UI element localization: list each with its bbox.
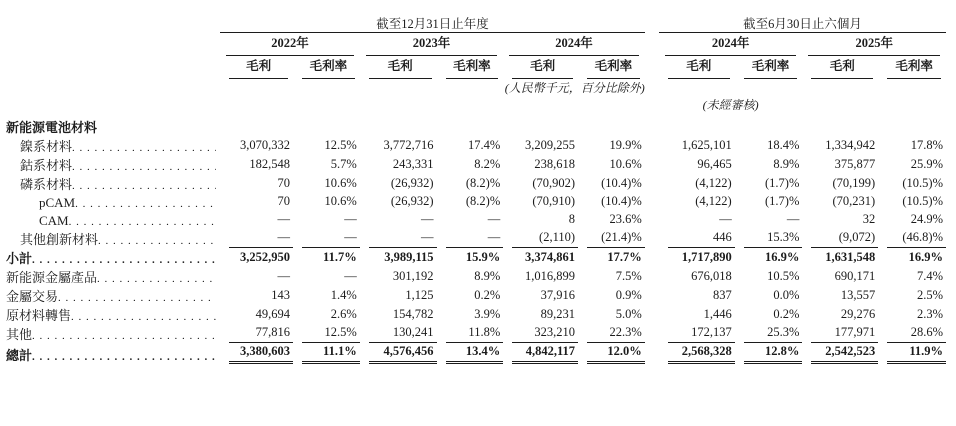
cell-value: 301,192 (392, 269, 434, 283)
row-label: 原材料轉售 (6, 308, 72, 323)
cell-value: 1,125 (405, 288, 434, 302)
cell-value: — (344, 212, 357, 226)
section-gap (645, 267, 659, 286)
section-gap (645, 305, 659, 324)
cell-value: 3,070,332 (240, 138, 291, 152)
dot-leader (75, 195, 216, 211)
cell-value: 676,018 (691, 269, 732, 283)
row-label: 小計 (6, 251, 33, 266)
cell-value: 7.5% (615, 269, 642, 283)
dot-leader (98, 232, 216, 248)
cell-value: 2.3% (916, 307, 943, 321)
dot-leader (32, 327, 216, 343)
cell-value: 7.4% (916, 269, 943, 283)
cell-value: (10.5)% (902, 194, 943, 208)
year-2024: 2024年 (509, 33, 639, 56)
units-note: (人民幣千元，百分比除外) (504, 81, 645, 95)
row-label-cell (6, 267, 220, 286)
section-gap (645, 211, 659, 229)
cell-value: 15.9% (465, 250, 501, 264)
section-gap (645, 229, 659, 248)
table-row (6, 286, 946, 305)
cell-value: (70,199) (832, 176, 876, 190)
unaudited-note-row (6, 96, 946, 113)
cell-value: 77,816 (229, 324, 293, 343)
cell-value (446, 119, 504, 136)
cell-value: 5.0% (615, 307, 642, 321)
cell-value: 12.5% (302, 324, 360, 343)
section-gap (645, 324, 659, 343)
cell-value: 70 (277, 176, 291, 190)
table-body (6, 117, 946, 364)
cell-value: 3.9% (474, 307, 501, 321)
cell-value: 143 (271, 288, 291, 302)
col-gross-profit: 毛利 (369, 56, 432, 79)
cell-value: 11.8% (446, 324, 504, 343)
cell-value: 8 (568, 212, 576, 226)
cell-value: 13,557 (840, 288, 876, 302)
dot-leader (71, 308, 216, 324)
cell-value (369, 119, 437, 136)
col-gross-profit: 毛利 (512, 56, 573, 79)
label-column-head (6, 14, 220, 33)
year-2025-interim: 2025年 (808, 33, 940, 56)
cell-value: (70,910) (532, 194, 576, 208)
cell-value: 2.6% (330, 307, 357, 321)
row-label: 其他創新材料 (20, 232, 99, 247)
row-label: CAM (39, 213, 69, 228)
cell-value: 8.9% (773, 157, 800, 171)
table-row (6, 155, 946, 174)
col-gross-margin: 毛利率 (887, 56, 941, 79)
cell-value: 11.9% (887, 343, 946, 364)
cell-value: 0.9% (615, 288, 642, 302)
col-gross-margin: 毛利率 (302, 56, 355, 79)
cell-value: 12.5% (324, 138, 357, 152)
cell-value: (8.2)% (465, 176, 501, 190)
row-label: pCAM (39, 195, 76, 210)
cell-value: 25.9% (910, 157, 943, 171)
row-label-cell (6, 229, 220, 248)
cell-value: 182,548 (249, 157, 291, 171)
cell-value: 1,625,101 (681, 138, 732, 152)
cell-value: 11.1% (302, 343, 360, 364)
cell-value: — (277, 269, 291, 283)
row-label: 總計 (6, 348, 33, 363)
cell-value: 10.6% (324, 194, 357, 208)
dot-leader (72, 177, 216, 193)
section-gap (645, 56, 659, 79)
cell-value: 12.8% (744, 343, 803, 364)
dot-leader (32, 251, 216, 267)
row-label-cell (6, 136, 220, 155)
cell-value: 16.9% (765, 250, 800, 264)
cell-value (887, 119, 946, 136)
row-label: 鎳系材料 (20, 139, 73, 154)
cell-value: (4,122) (695, 194, 732, 208)
cell-value: (1.7)% (765, 194, 800, 208)
cell-value: — (344, 269, 357, 283)
cell-value: 89,231 (540, 307, 576, 321)
table-row (6, 267, 946, 286)
cell-value: 238,618 (534, 157, 576, 171)
cell-value: — (719, 212, 732, 226)
table-row (6, 211, 946, 229)
row-label-cell (6, 286, 220, 305)
cell-value: 446 (668, 229, 735, 248)
cell-value: 8.9% (474, 269, 501, 283)
row-label-cell (6, 155, 220, 174)
cell-value: — (277, 212, 291, 226)
table-row (6, 193, 946, 211)
cell-value: 3,772,716 (383, 138, 434, 152)
cell-value (512, 119, 578, 136)
cell-value: 17.4% (467, 138, 501, 152)
dot-leader (32, 348, 216, 364)
cell-value: 243,331 (392, 157, 434, 171)
cell-value: 172,137 (668, 324, 735, 343)
section-gap (645, 136, 659, 155)
cell-value: 1,016,899 (525, 269, 576, 283)
cell-value: 323,210 (512, 324, 578, 343)
cell-value (811, 119, 878, 136)
row-label: 新能源電池材料 (6, 120, 98, 135)
year-row (6, 33, 946, 57)
cell-value: 18.4% (767, 138, 800, 152)
table-header (6, 14, 946, 117)
row-label: 磷系材料 (20, 177, 73, 192)
table-row (6, 117, 946, 136)
row-label-cell (6, 345, 220, 364)
year-2023: 2023年 (366, 33, 498, 56)
cell-value: 10.6% (324, 176, 357, 190)
cell-value: (21.4)% (587, 229, 645, 248)
period-spanner-row (6, 14, 946, 33)
cell-value: (10.4)% (601, 176, 642, 190)
section-gap (645, 117, 659, 136)
col-gross-margin: 毛利率 (446, 56, 499, 79)
col-gross-profit: 毛利 (229, 56, 288, 79)
cell-value: 2.5% (916, 288, 943, 302)
cell-value: — (302, 229, 360, 248)
row-label-cell (6, 195, 220, 211)
cell-value: 17.8% (910, 138, 943, 152)
cell-value: 177,971 (811, 324, 878, 343)
cell-value: 690,171 (834, 269, 876, 283)
cell-value: — (786, 212, 800, 226)
cell-value: 10.5% (767, 269, 800, 283)
table-row (6, 229, 946, 248)
col-gross-margin: 毛利率 (744, 56, 798, 79)
row-label: 鈷系材料 (20, 158, 73, 173)
year-2022: 2022年 (226, 33, 353, 56)
section-gap (645, 33, 659, 57)
cell-value: 11.7% (323, 250, 357, 264)
row-label-cell (6, 305, 220, 324)
cell-value: 1,631,548 (825, 250, 876, 264)
dot-leader (97, 270, 216, 286)
row-label-cell (6, 248, 220, 267)
section-gap (645, 193, 659, 211)
row-label-cell (6, 174, 220, 193)
cell-value: (26,932) (390, 176, 434, 190)
row-label: 其他 (6, 327, 33, 342)
col-gross-margin: 毛利率 (587, 56, 640, 79)
cell-value: 15.3% (744, 229, 803, 248)
row-label: 金屬交易 (6, 289, 59, 304)
dot-leader (58, 289, 216, 305)
cell-value: 17.7% (607, 250, 642, 264)
cell-value: 5.7% (330, 157, 357, 171)
cell-value: (26,932) (390, 194, 434, 208)
cell-value: — (487, 212, 501, 226)
row-label-cell (6, 117, 220, 136)
table-row (6, 174, 946, 193)
cell-value (668, 119, 735, 136)
table-row (6, 324, 946, 343)
cell-value: 1,717,890 (681, 250, 732, 264)
cell-value: 4,576,456 (369, 343, 437, 364)
cell-value: 2,542,523 (811, 343, 878, 364)
unaudited-note: (未經審核) (702, 98, 759, 112)
units-note-row (6, 79, 946, 96)
cell-value: 0.2% (773, 307, 800, 321)
cell-value: 1,334,942 (825, 138, 876, 152)
table-row (6, 248, 946, 267)
table-row (6, 343, 946, 364)
row-label-cell (6, 324, 220, 343)
cell-value: — (369, 229, 437, 248)
dot-leader (72, 139, 216, 155)
cell-value (587, 119, 645, 136)
col-gross-profit: 毛利 (811, 56, 873, 79)
cell-value: 96,465 (697, 157, 732, 171)
cell-value: (70,231) (832, 194, 876, 208)
cell-value: 16.9% (908, 250, 943, 264)
dot-leader (69, 213, 217, 229)
dot-leader (72, 158, 216, 174)
col-gross-profit: 毛利 (668, 56, 730, 79)
section-gap (645, 14, 659, 33)
section-gap (645, 286, 659, 305)
section-gap (645, 174, 659, 193)
cell-value: (10.4)% (601, 194, 642, 208)
year-2024-interim: 2024年 (665, 33, 797, 56)
cell-value (302, 119, 360, 136)
cell-value: 1,446 (703, 307, 732, 321)
cell-value: (9,072) (811, 229, 878, 248)
cell-value: 29,276 (840, 307, 876, 321)
cell-value: 0.0% (773, 288, 800, 302)
cell-value: 0.2% (474, 288, 501, 302)
cell-value: (1.7)% (765, 176, 800, 190)
cell-value: 3,209,255 (525, 138, 576, 152)
cell-value: 70 (277, 194, 291, 208)
cell-value: 3,374,861 (525, 250, 576, 264)
cell-value: — (446, 229, 504, 248)
cell-value: 1.4% (330, 288, 357, 302)
section-gap (645, 155, 659, 174)
gross-profit-table (6, 14, 946, 364)
cell-value (229, 119, 293, 136)
cell-value: 13.4% (446, 343, 504, 364)
cell-value: (4,122) (695, 176, 732, 190)
cell-value: (8.2)% (465, 194, 501, 208)
cell-value: 130,241 (369, 324, 437, 343)
cell-value: (46.8)% (887, 229, 946, 248)
cell-value: (70,902) (532, 176, 576, 190)
cell-value: 12.0% (587, 343, 645, 364)
cell-value: 154,782 (392, 307, 434, 321)
cell-value: 4,842,117 (512, 343, 578, 364)
cell-value: 8.2% (474, 157, 501, 171)
table-row (6, 136, 946, 155)
cell-value: — (229, 229, 293, 248)
cell-value: 3,989,115 (384, 250, 434, 264)
cell-value: 3,380,603 (229, 343, 293, 364)
cell-value: 837 (712, 288, 732, 302)
period-annual: 截至12月31日止年度 (220, 14, 644, 33)
cell-value: 24.9% (910, 212, 943, 226)
cell-value (744, 119, 803, 136)
section-gap (645, 343, 659, 364)
cell-value: 25.3% (744, 324, 803, 343)
section-gap (645, 248, 659, 267)
cell-value: 23.6% (609, 212, 642, 226)
cell-value: 32 (862, 212, 876, 226)
cell-value: 49,694 (255, 307, 291, 321)
cell-value: 375,877 (834, 157, 876, 171)
cell-value: 22.3% (587, 324, 645, 343)
period-six-months: 截至6月30日止六個月 (659, 14, 946, 33)
cell-value: 2,568,328 (668, 343, 735, 364)
row-label: 新能源金屬產品 (6, 270, 98, 285)
cell-value: 37,916 (540, 288, 576, 302)
cell-value: 3,252,950 (240, 250, 291, 264)
column-header-row (6, 56, 946, 79)
cell-value: 28.6% (887, 324, 946, 343)
cell-value: (10.5)% (902, 176, 943, 190)
cell-value: 19.9% (609, 138, 642, 152)
row-label-cell (6, 213, 220, 229)
cell-value: — (421, 212, 434, 226)
table-row (6, 305, 946, 324)
cell-value: 10.6% (609, 157, 642, 171)
cell-value: (2,110) (512, 229, 578, 248)
